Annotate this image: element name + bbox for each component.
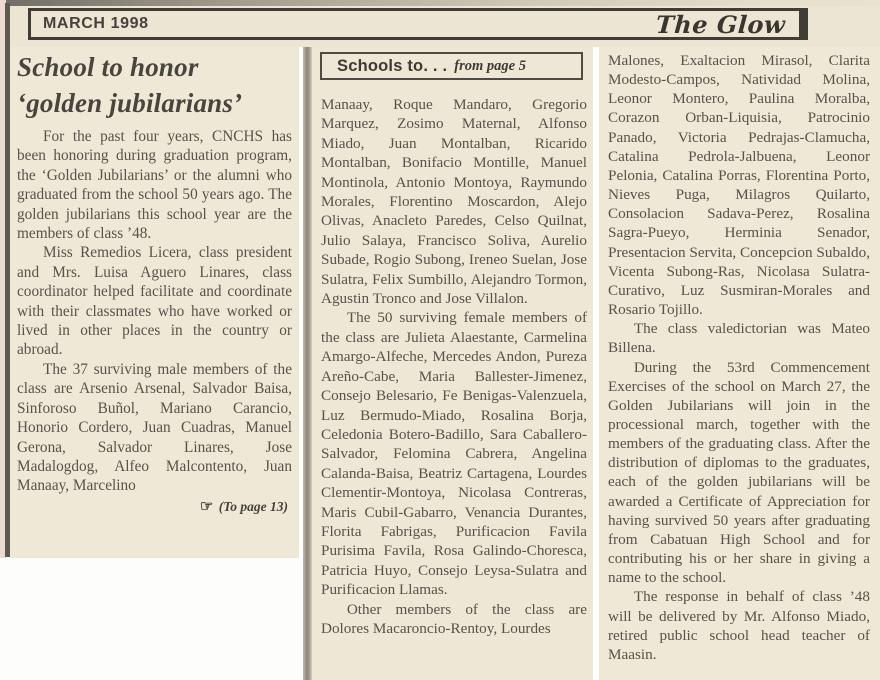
article-paragraph: The 50 surviving female members of the class are Julieta Alaestante, Carmelina Amargo-Alfeche, Mercedes Andon, Pureza Areño-Cabe, Maria Ballester-Jimenez, Consejo Belesario, Fe Benigas-Valenzuela, Luz Bermudo-Miado, Rosalina Borja, Celedonia Botero-Badillo, Sara Caballero-Salvador, Felomina Cabrera, Angelina Calanda-Baisa, Beatriz Cartagena, Lourdes Clementir-Montoya, Nicolasa Contreras, Maris Cubil-Gabarro, Venancia Durantes, Florita Fabrigas, Purificacion Favila Purisima Favila, Rosa Galindo-Choresca, Patricia Huyo, Consejo Leysa-Sulatra and Purificacion Llamas. [321,309,587,599]
article-paragraph: Manaay, Roque Mandaro, Gregorio Marquez, Zosimo Maternal, Alfonso Miado, Juan Montalban, Ricarido Montalban, Bonifacio Montille, Manuel Montinola, Antonio Montoya, Raymundo Morales, Florentino Moscardon, Alejo Olivas, Anacleto Paredes, Celso Quilnat, Julio Salaya, Francisco Soliva, Aurelio Subade, Rogio Subong, Ireneo Suelan, Jose Sulatra, Felix Sumbillo, Alejandro Tormon, Agustin Tronco and Jose Villalon. [321,96,587,308]
headline-line-2: ‘golden jubilarians’ [17,87,243,118]
article-paragraph: Miss Remedios Licera, class president and Mrs. Luisa Aguero Linares, class coordinator helped facilitate and coordinate with their classmates who have worked or lived in other places in the country or abroad. [17,244,292,359]
article-right-column [608,51,870,678]
continuation-title: Schools to. . . [337,56,448,75]
continuation-header-box [320,52,583,80]
article-middle-column [321,95,587,677]
scan-fold-shadow [303,47,312,680]
pointing-hand-icon: ☞ [199,498,214,515]
article-headline [17,50,292,122]
masthead-title: The Glow [654,9,787,39]
masthead-date: MARCH 1998 [43,15,149,32]
scan-edge-top [0,0,880,6]
article-paragraph: The class valedictorian was Mateo Billena. [608,320,870,357]
scan-edge-left-line [5,3,10,557]
article-paragraph: Other members of the class are Dolores Macaroncio-Rentoy, Lourdes [321,600,587,637]
article-paragraph: The response in behalf of class ’48 will be delivered by Mr. Alfonso Miado, retired public school head teacher of Maasin. [608,588,870,663]
jump-to-page-label: (To page 13) [218,498,288,514]
article-left-column [17,127,292,517]
article-paragraph: The 37 surviving male members of the class are Arsenio Arsenal, Salvador Baisa, Sinforoso Buñol, Mariano Carancio, Honorio Cordero, Juan Cuadras, Manuel Gerona, Salvador Linares, Jose Madalogdog, Alfeo Malcontento, Juan Manaay, Marcelino [17,360,292,495]
article-paragraph: Malones, Exaltacion Mirasol, Clarita Modesto-Campos, Natividad Molina, Leonor Montero, Paulina Moralba, Corazon Orban-Liquisia, Patrocinio Panado, Victoria Pedrajas-Clamucha, Catalina Pedrola-Jalbuena, Leonor Pelonia, Catalina Porras, Florentina Porto, Nieves Puga, Milagros Quilarto, Consolacion Sadava-Perez, Rosalina Sagra-Pueyo, Herminia Senador, Presentacion Servita, Concepcion Subaldo, Vicenta Subong-Ras, Nicolasa Sulatra-Curativo, Luz Susmiran-Morales and Rosario Tojillo. [608,52,870,319]
masthead-box [28,8,808,40]
jump-to-page [17,497,292,517]
article-paragraph: During the 53rd Commencement Exercises of the school on March 27, the Golden Jubilarians will join in the processional march, together with the members of the graduating class. After the distribution of diplomas to the graduates, each of the golden jubilarians will be awarded a Certificate of Appreciation for having survived 50 years after graduating from Cabatuan High School and for contributing his or her share in giving a name to the school. [608,358,870,587]
continuation-from-page: from page 5 [454,57,526,74]
article-paragraph: For the past four years, CNCHS has been honoring during graduation program, the ‘Golden Jubilarians’ or the alumni who graduated from the school 50 years ago. The golden jubilarians this school year are the members of class ’48. [17,128,292,243]
headline-line-1: School to honor [17,52,199,82]
